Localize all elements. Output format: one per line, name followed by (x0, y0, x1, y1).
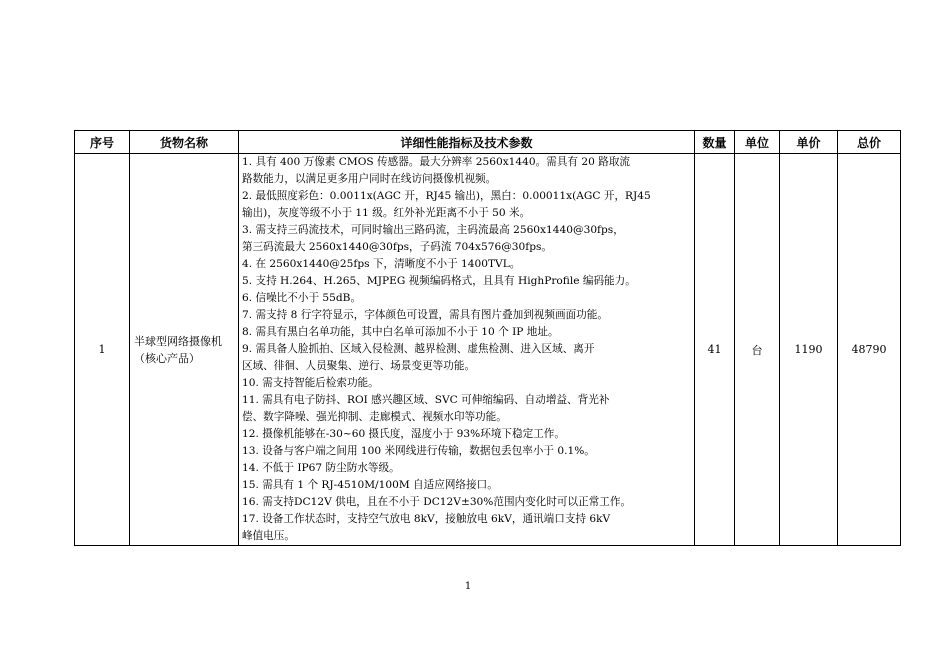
spec-line: 9. 需具备人脸抓拍、区域入侵检测、越界检测、虚焦检测、进入区域、离开 (242, 343, 595, 355)
spec-line: 8. 需具有黑白名单功能，其中白名单可添加不小于 10 个 IP 地址。 (242, 326, 559, 338)
header-index: 序号 (75, 131, 130, 154)
table-header-row (75, 131, 901, 154)
row-total: 48790 (838, 154, 901, 546)
spec-line: 7. 需支持 8 行字符显示，字体颜色可设置，需具有图片叠加到视频画面功能。 (242, 309, 608, 321)
spec-line: 16. 需支持DC12V 供电，且在不小于 DC12V±30%范围内变化时可以正常工作。 (242, 496, 632, 508)
header-spec: 详细性能指标及技术参数 (239, 131, 695, 154)
spec-line: 14. 不低于 IP67 防尘防水等级。 (242, 462, 400, 474)
row-spec (239, 154, 695, 546)
header-unit-price: 单价 (780, 131, 838, 154)
spec-line: 10. 需支持智能后检索功能。 (242, 377, 379, 389)
spec-line: 区域、徘徊、人员聚集、逆行、场景变更等功能。 (242, 360, 476, 372)
row-index: 1 (75, 154, 130, 546)
spec-line: 4. 在 2560x1440@25fps 下，清晰度不小于 1400TVL。 (242, 258, 521, 270)
table-row (75, 154, 901, 546)
spec-line: 第三码流最大 2560x1440@30fps，子码流 704x576@30fps。 (242, 241, 553, 253)
spec-line: 峰值电压。 (242, 530, 295, 542)
spec-line: 13. 设备与客户端之间用 100 米网线进行传输，数据包丢包率小于 0.1%。 (242, 445, 595, 457)
spec-line: 6. 信噪比不小于 55dB。 (242, 292, 362, 304)
header-total: 总价 (838, 131, 901, 154)
spec-line: 2. 最低照度彩色：0.0011x(AGC 开，RJ45 输出)，黑白：0.00011x(AGC 开，RJ45 (242, 190, 651, 202)
row-quantity: 41 (695, 154, 735, 546)
spec-line: 5. 支持 H.264、H.265、MJPEG 视频编码格式，且具有 HighProfile 编码能力。 (242, 275, 636, 287)
spec-line: 输出)，灰度等级不小于 11 级。红外补光距离不小于 50 米。 (242, 207, 531, 219)
spec-line: 1. 具有 400 万像素 CMOS 传感器。最大分辨率 2560x1440。需具有 20 路取流 (242, 156, 631, 168)
row-unit-price: 1190 (780, 154, 838, 546)
header-unit: 单位 (735, 131, 780, 154)
row-unit: 台 (735, 154, 780, 546)
specification-table (74, 130, 901, 546)
page-number: 1 (464, 581, 472, 592)
header-item-name: 货物名称 (130, 131, 239, 154)
spec-line: 15. 需具有 1 个 RJ-4510M/100M 自适应网络接口。 (242, 479, 498, 491)
spec-line: 17. 设备工作状态时，支持空气放电 8kV，接触放电 6kV，通讯端口支持 6kV (242, 513, 611, 525)
spec-line: 偿、数字降噪、强光抑制、走廊模式、视频水印等功能。 (242, 411, 507, 423)
spec-line: 12. 摄像机能够在-30~60 摄氏度，湿度小于 93%环境下稳定工作。 (242, 428, 565, 440)
header-quantity: 数量 (695, 131, 735, 154)
spec-line: 11. 需具有电子防抖、ROI 感兴趣区域、SVC 可伸缩编码、自动增益、背光补 (242, 394, 610, 406)
row-item-name: 半球型网络摄像机（核心产品） (130, 154, 239, 546)
spec-line: 路数能力，以满足更多用户同时在线访问摄像机视频。 (242, 173, 497, 185)
spec-line: 3. 需支持三码流技术，可同时输出三路码流，主码流最高 2560x1440@30fps， (242, 224, 624, 236)
